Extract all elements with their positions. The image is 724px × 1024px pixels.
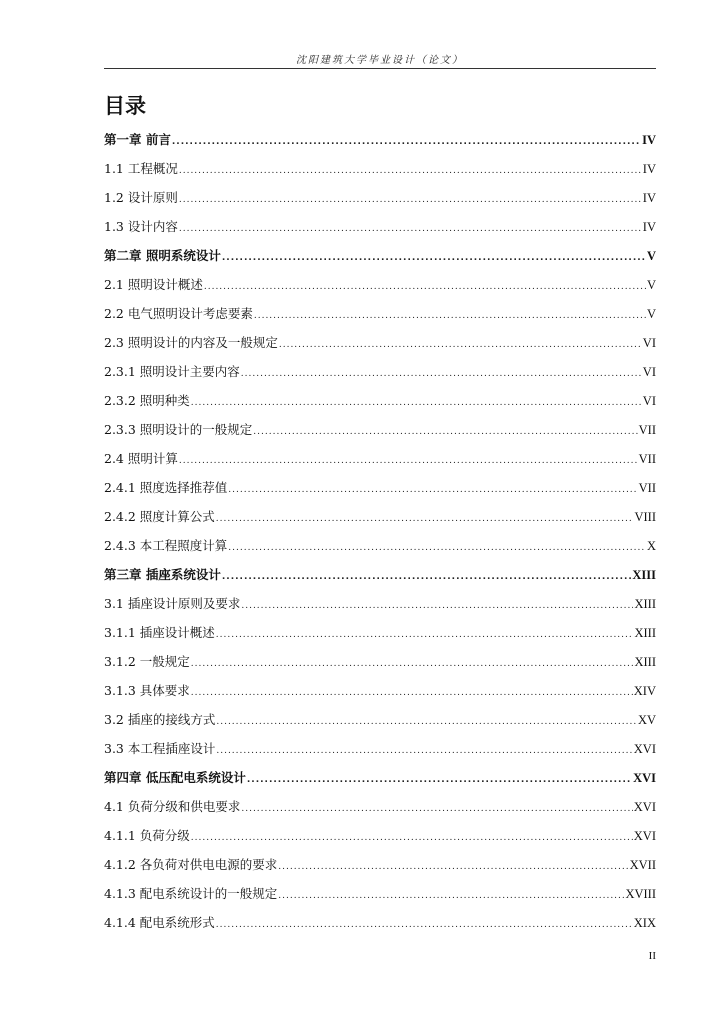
toc-entry-label: 2.4.2 照度计算公式 [104,509,215,524]
toc-dot-leader [204,273,646,302]
toc-chapter-entry[interactable] [104,763,656,792]
toc-entry-page: VI [642,336,656,350]
toc-section-entry[interactable] [104,444,656,473]
toc-dot-leader [278,853,628,882]
toc-dot-leader [216,708,637,737]
toc-entry-page: X [646,539,656,553]
toc-entry-label: 1.3 设计内容 [104,219,178,234]
toc-entry-page: IV [642,191,656,205]
toc-dot-leader [179,157,642,186]
toc-dot-leader [179,215,642,244]
toc-entry-page: VI [642,365,656,379]
toc-dot-leader [216,505,634,534]
toc-section-entry[interactable] [104,792,656,821]
toc-entry-label: 第四章 低压配电系统设计 [104,770,246,785]
toc-dot-leader [228,476,637,505]
toc-entry-label: 4.1 负荷分级和供电要求 [104,799,241,814]
toc-entry-page: XVI [633,771,656,785]
toc-entry-page: XIII [634,626,656,640]
toc-entry-page: VI [642,394,656,408]
toc-section-entry[interactable] [104,328,656,357]
table-of-contents [104,125,656,937]
toc-entry-label: 1.1 工程概况 [104,161,178,176]
header-title: 沈阳建筑大学毕业设计（论文） [296,55,464,66]
toc-chapter-entry[interactable] [104,560,656,589]
toc-section-entry[interactable] [104,589,656,618]
toc-dot-leader [216,911,633,940]
toc-entry-label: 3.1.2 一般规定 [104,654,190,669]
toc-entry-label: 4.1.2 各负荷对供电电源的要求 [104,857,278,872]
toc-section-entry[interactable] [104,212,656,241]
toc-entry-label: 4.1.4 配电系统形式 [104,915,215,930]
toc-entry-page: V [646,249,656,263]
toc-entry-page: XIX [633,916,656,930]
toc-entry-label: 4.1.3 配电系统设计的一般规定 [104,886,278,901]
toc-section-entry[interactable] [104,734,656,763]
toc-dot-leader [179,447,638,476]
toc-dot-leader [216,737,632,766]
toc-section-entry[interactable] [104,705,656,734]
toc-dot-leader [191,389,642,418]
toc-section-entry[interactable] [104,299,656,328]
toc-dot-leader [279,331,642,360]
toc-section-entry[interactable] [104,154,656,183]
toc-entry-page: V [646,278,656,292]
toc-dot-leader [179,186,642,215]
toc-dot-leader [172,128,641,157]
toc-entry-page: IV [642,133,656,147]
toc-dot-leader [222,563,632,592]
toc-section-entry[interactable] [104,618,656,647]
toc-entry-page: XVI [633,742,656,756]
toc-entry-label: 2.3.3 照明设计的一般规定 [104,422,253,437]
toc-entry-label: 2.4 照明计算 [104,451,178,466]
toc-dot-leader [228,534,646,563]
toc-entry-label: 2.3.2 照明种类 [104,393,190,408]
toc-dot-leader [241,592,633,621]
toc-dot-leader [216,621,634,650]
page-header [104,48,656,69]
toc-entry-label: 第三章 插座系统设计 [104,567,221,582]
toc-entry-page: VII [638,423,656,437]
toc-entry-label: 2.4.3 本工程照度计算 [104,538,228,553]
toc-entry-label: 3.3 本工程插座设计 [104,741,216,756]
toc-entry-page: XIII [632,568,656,582]
toc-entry-page: XIV [633,684,656,698]
toc-entry-page: XIII [634,655,656,669]
toc-section-entry[interactable] [104,676,656,705]
toc-entry-page: VII [638,452,656,466]
toc-section-entry[interactable] [104,415,656,444]
toc-section-entry[interactable] [104,850,656,879]
toc-entry-page: IV [642,162,656,176]
toc-section-entry[interactable] [104,502,656,531]
toc-section-entry[interactable] [104,473,656,502]
toc-entry-label: 3.1 插座设计原则及要求 [104,596,241,611]
toc-entry-page: V [646,307,656,321]
toc-entry-label: 1.2 设计原则 [104,190,178,205]
toc-section-entry[interactable] [104,647,656,676]
toc-section-entry[interactable] [104,908,656,937]
toc-entry-page: VIII [634,510,656,524]
toc-entry-page: XVI [633,800,656,814]
toc-entry-page: XVII [629,858,656,872]
toc-entry-page: XVIII [625,887,656,901]
toc-chapter-entry[interactable] [104,241,656,270]
toc-section-entry[interactable] [104,821,656,850]
toc-entry-page: XV [637,713,656,727]
toc-entry-label: 2.3.1 照明设计主要内容 [104,364,240,379]
toc-entry-label: 3.1.3 具体要求 [104,683,190,698]
toc-section-entry[interactable] [104,183,656,212]
toc-entry-label: 第一章 前言 [104,132,171,147]
toc-section-entry[interactable] [104,357,656,386]
toc-dot-leader [253,418,637,447]
page-number: II [648,950,656,962]
toc-dot-leader [241,360,642,389]
toc-entry-label: 3.1.1 插座设计概述 [104,625,215,640]
toc-chapter-entry[interactable] [104,125,656,154]
toc-dot-leader [191,650,634,679]
toc-section-entry[interactable] [104,879,656,908]
toc-dot-leader [222,244,646,273]
toc-dot-leader [241,795,632,824]
toc-entry-label: 2.2 电气照明设计考虑要素 [104,306,253,321]
toc-dot-leader [278,882,624,911]
toc-dot-leader [191,679,633,708]
toc-dot-leader [254,302,646,331]
toc-section-entry[interactable] [104,386,656,415]
toc-dot-leader [247,766,632,795]
toc-title: 目录 [104,94,146,118]
toc-entry-label: 3.2 插座的接线方式 [104,712,216,727]
toc-entry-label: 第二章 照明系统设计 [104,248,221,263]
toc-entry-label: 2.4.1 照度选择推荐值 [104,480,228,495]
toc-entry-page: XVI [633,829,656,843]
toc-entry-label: 2.3 照明设计的内容及一般规定 [104,335,278,350]
toc-entry-page: IV [642,220,656,234]
toc-section-entry[interactable] [104,531,656,560]
toc-dot-leader [191,824,633,853]
toc-entry-page: VII [638,481,656,495]
toc-section-entry[interactable] [104,270,656,299]
toc-entry-label: 2.1 照明设计概述 [104,277,203,292]
toc-entry-label: 4.1.1 负荷分级 [104,828,190,843]
toc-entry-page: XIII [634,597,656,611]
